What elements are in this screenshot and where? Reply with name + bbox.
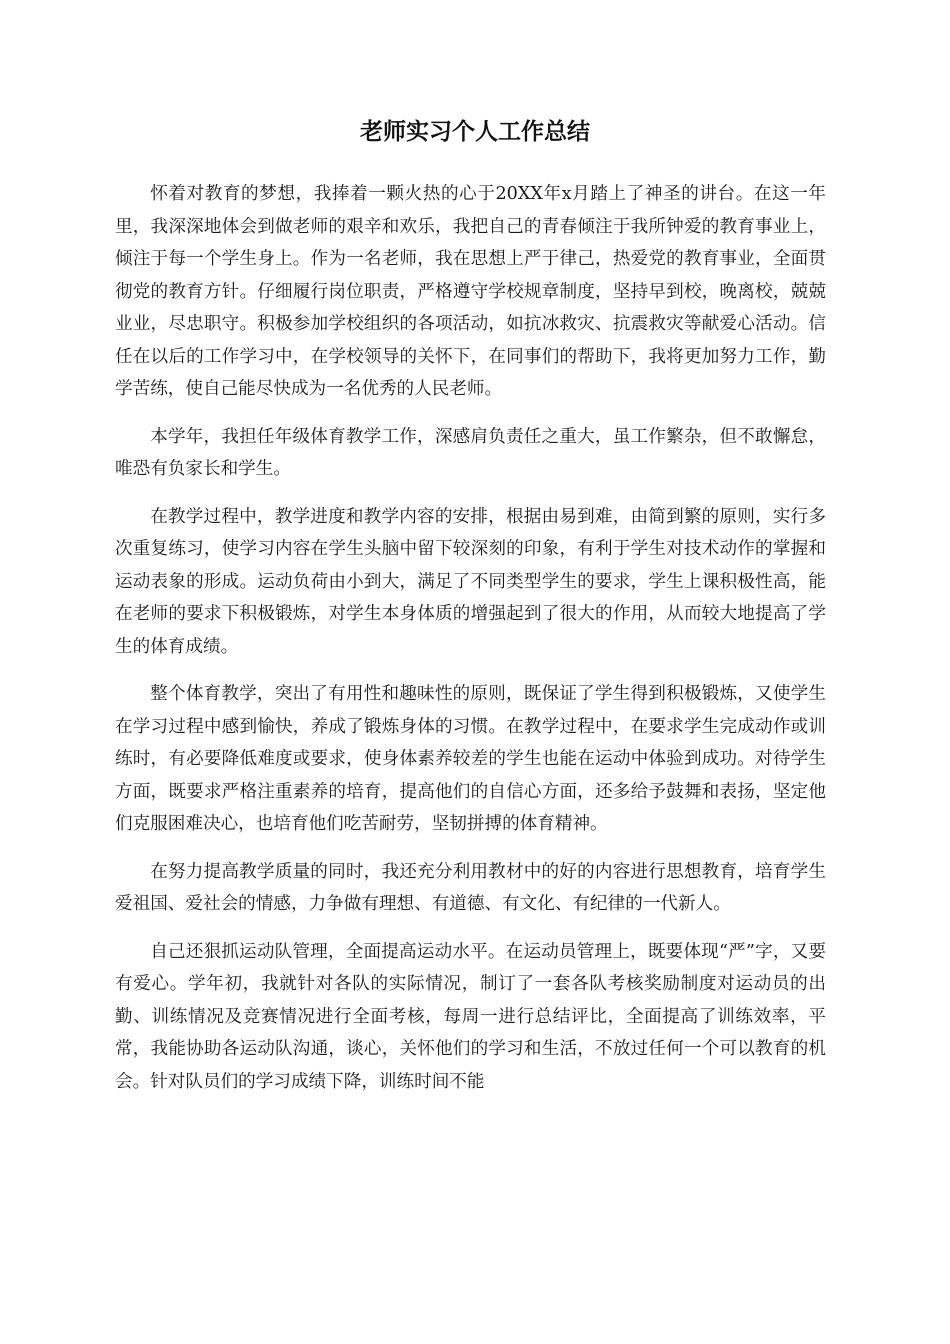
document-body xyxy=(115,178,826,1113)
paragraph-1: 怀着对教育的梦想，我捧着一颗火热的心于20XX年x月踏上了神圣的讲台。在这一年里，我深深地体会到做老师的艰辛和欢乐，我把自己的青春倾注于我所钟爱的教育事业上，倾注于每一个学生身上。作为一名老师，我在思想上严于律己，热爱党的教育事业，全面贯彻党的教育方针。仔细履行岗位职责，严格遵守学校规章制度，坚持早到校，晚离校，兢兢业业，尽忠职守。积极参加学校组织的各项活动，如抗冰救灾、抗震救灾等献爱心活动。信任在以后的工作学习中，在学校领导的关怀下，在同事们的帮助下，我将更加努力工作，勤学苦练，使自己能尽快成为一名优秀的人民老师。 xyxy=(115,184,826,399)
paragraph-3: 在教学过程中，教学进度和教学内容的安排，根据由易到难，由简到繁的原则，实行多次重复练习，使学习内容在学生头脑中留下较深刻的印象，有利于学生对技术动作的掌握和运动表象的形成。运动负荷由小到大，满足了不同类型学生的要求，学生上课积极性高，能在老师的要求下积极锻炼，对学生本身体质的增强起到了很大的作用，从而较大地提高了学生的体育成绩。 xyxy=(115,506,826,657)
paragraph-5: 在努力提高教学质量的同时，我还充分利用教材中的好的内容进行思想教育，培育学生爱祖国、爱社会的情感，力争做有理想、有道德、有文化、有纪律的一代新人。 xyxy=(115,861,826,914)
paragraph-2: 本学年，我担任年级体育教学工作，深感肩负责任之重大，虽工作繁杂，但不敢懈怠，唯恐有负家长和学生。 xyxy=(115,426,826,479)
paragraph-6: 自己还狠抓运动队管理，全面提高运动水平。在运动员管理上，既要体现“严”字，又要有爱心。学年初，我就针对各队的实际情况，制订了一套各队考核奖励制度对运动员的出勤、训练情况及竞赛情况进行全面考核，每周一进行总结评比，全面提高了训练效率，平常，我能协助各运动队沟通，谈心，关怀他们的学习和生活，不放过任何一个可以教育的机会。针对队员们的学习成绩下降，训练时间不能 xyxy=(115,941,826,1092)
paragraph-4: 整个体育教学，突出了有用性和趣味性的原则，既保证了学生得到积极锻炼，又使学生在学习过程中感到愉快，养成了锻炼身体的习惯。在教学过程中，在要求学生完成动作或训练时，有必要降低难度或要求，使身体素养较差的学生也能在运动中体验到成功。对待学生方面，既要求严格注重素养的培育，提高他们的自信心方面，还多给予鼓舞和表扬，坚定他们克服困难决心，也培育他们吃苦耐劳，坚韧拼搏的体育精神。 xyxy=(115,684,826,834)
document-title: 老师实习个人工作总结 xyxy=(360,119,590,145)
